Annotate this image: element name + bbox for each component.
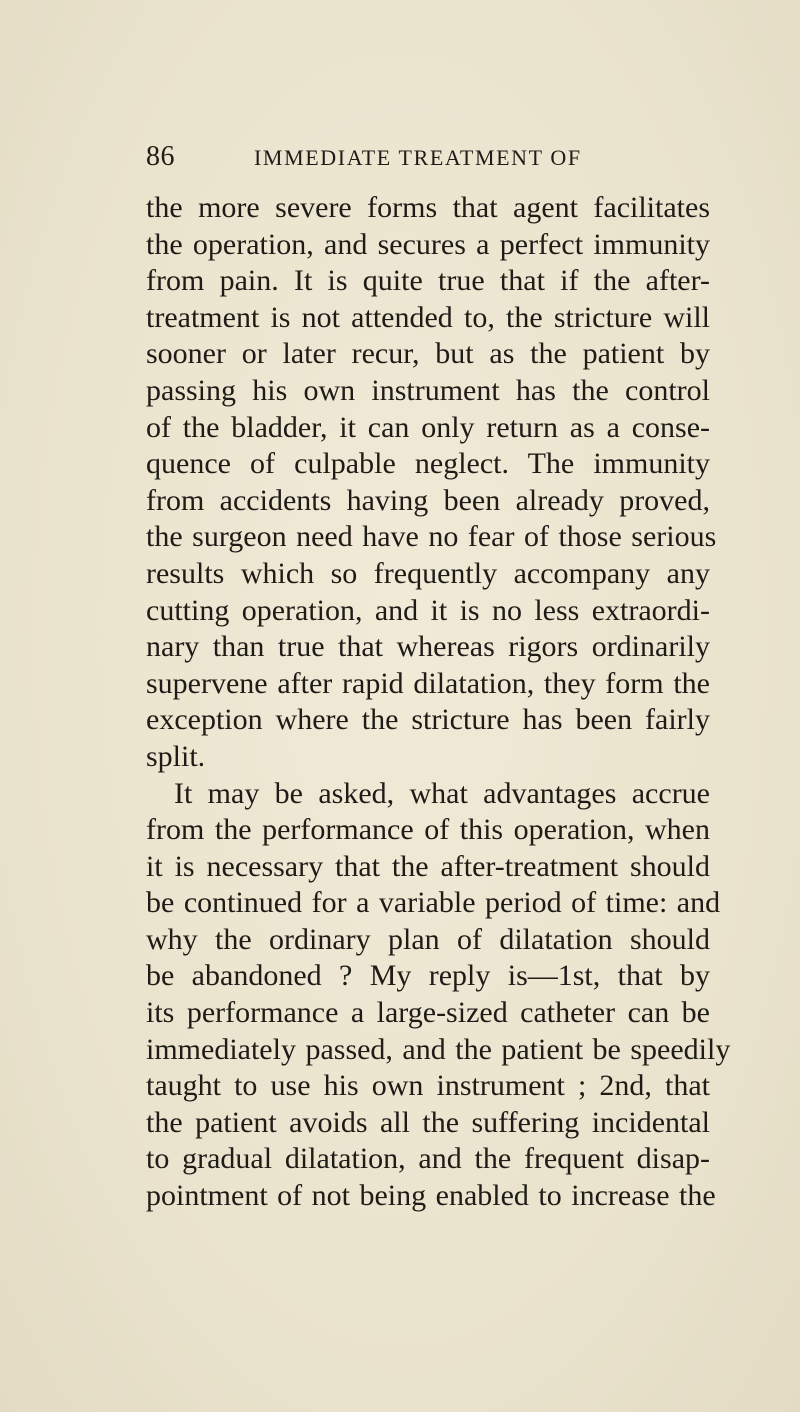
text-line: the patient avoids all the suffering incidental	[146, 1105, 710, 1139]
text-line: sooner or later recur, but as the patient by	[146, 337, 710, 371]
text-line: to gradual dilatation, and the frequent disap-	[146, 1142, 710, 1176]
text-line: taught to use his own instrument ; 2nd, that	[146, 1069, 710, 1103]
text-line: immediately passed, and the patient be speedily	[146, 1032, 731, 1066]
text-line: from pain. It is quite true that if the after-	[146, 264, 710, 298]
text-line: cutting operation, and it is no less extraordi-	[146, 593, 710, 627]
text-line: supervene after rapid dilatation, they form the	[146, 666, 710, 700]
text-line: from the performance of this operation, when	[146, 813, 710, 847]
text-line: of the bladder, it can only return as a conse-	[146, 410, 710, 444]
text-line: split.	[146, 739, 206, 773]
text-line: quence of culpable neglect. The immunity	[146, 447, 710, 481]
text-line: be continued for a variable period of time: and	[146, 886, 721, 920]
running-title: IMMEDIATE TREATMENT OF	[254, 145, 582, 170]
text-line: the more severe forms that agent facilitates	[146, 191, 710, 224]
text-line: from accidents having been already proved,	[146, 483, 710, 517]
text-line: why the ordinary plan of dilatation should	[146, 922, 710, 956]
running-head	[146, 141, 706, 181]
text-line: the operation, and secures a perfect immunity	[146, 227, 710, 261]
text-line: pointment of not being enabled to increase the	[146, 1179, 716, 1213]
text-line: it is necessary that the after-treatment should	[146, 849, 710, 883]
text-line: It may be asked, what advantages accrue	[174, 776, 710, 810]
text-line: nary than true that whereas rigors ordinarily	[146, 630, 710, 664]
text-line: be abandoned ? My reply is—1st, that by	[146, 959, 710, 993]
text-line: treatment is not attended to, the stricture will	[146, 300, 710, 334]
page-number: 86	[146, 141, 175, 172]
text-line: its performance a large-sized catheter can be	[146, 996, 710, 1030]
text-line: passing his own instrument has the control	[146, 373, 710, 407]
text-line: exception where the stricture has been fairly	[146, 703, 710, 737]
body-text	[146, 190, 731, 1215]
text-line: results which so frequently accompany any	[146, 556, 710, 590]
text-line: the surgeon need have no fear of those serious	[146, 520, 717, 554]
